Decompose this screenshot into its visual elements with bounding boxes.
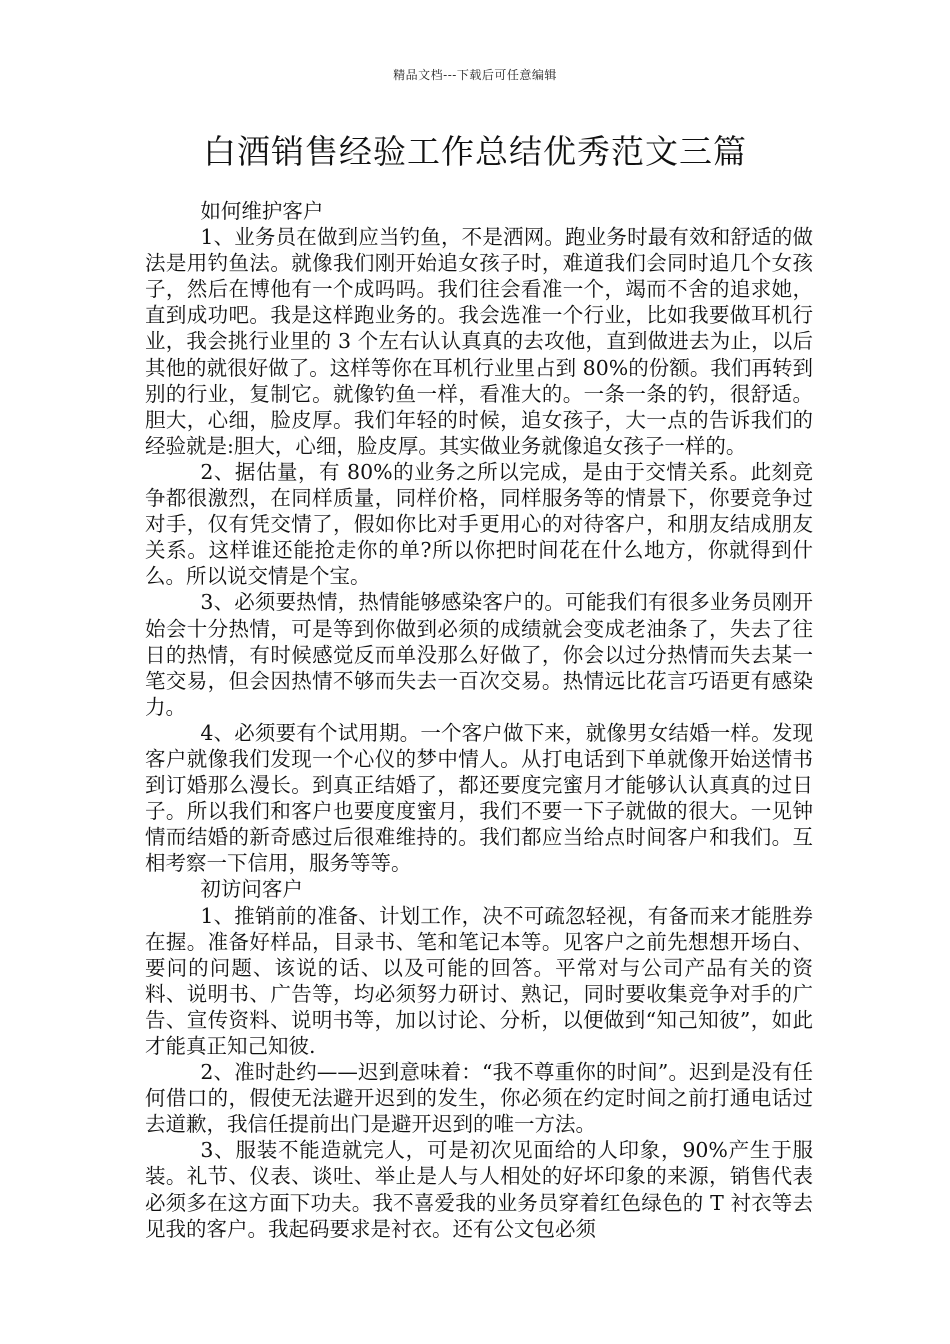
paragraph: 2、准时赴约——迟到意味着：“我不尊重你的时间”。迟到是没有任何借口的，假使无法避开迟到的发生，你必须在约定时间之前打通电话过去道歉，我信任提前出门是避开迟到的唯一方法。 [145,1060,813,1137]
paragraph: 2、据估量，有 80%的业务之所以完成，是由于交情关系。此刻竞争都很激烈，在同样质量，同样价格，同样服务等的情景下，你要竞争过对手，仅有凭交情了，假如你比对手更用心的对待客户，和朋友结成朋友关系。这样谁还能抢走你的单?所以你把时间花在什么地方，你就得到什么。所以说交情是个宝。 [145,459,813,589]
document-body [145,198,813,1242]
paragraph: 1、业务员在做到应当钓鱼，不是洒网。跑业务时最有效和舒适的做法是用钓鱼法。就像我们刚开始追女孩子时，难道我们会同时追几个女孩子，然后在博他有一个成吗吗。我们往会看准一个，竭而不舍的追求她，直到成功吧。我是这样跑业务的。我会选准一个行业，比如我要做耳机行业，我会挑行业里的 3 个左右认认真真的去攻他，直到做进去为止，以后其他的就很好做了。这样等你在耳机行业里占到 80%的份额。我们再转到别的行业，复制它。就像钓鱼一样，看准大的。一条一条的钓，很舒适。胆大，心细，脸皮厚。我们年轻的时候，追女孩子，大一点的告诉我们的经验就是:胆大，心细，脸皮厚。其实做业务就像追女孩子一样的。 [145,225,813,458]
header-note: 精品文档---下载后可任意编辑 [393,68,557,82]
paragraph: 3、服装不能造就完人，可是初次见面给的人印象，90%产生于服装。礼节、仪表、谈吐、举止是人与人相处的好坏印象的来源，销售代表必须多在这方面下功夫。我不喜爱我的业务员穿着红色绿色的 T 衬衣等去见我的客户。我起码要求是衬衣。还有公文包必须 [145,1138,813,1241]
paragraph: 1、推销前的准备、计划工作，决不可疏忽轻视，有备而来才能胜券在握。准备好样品，目录书、笔和笔记本等。见客户之前先想想开场白、要问的问题、该说的话、以及可能的回答。平常对与公司产品有关的资料、说明书、广告等，均必须努力研讨、熟记，同时要收集竞争对手的广告、宣传资料、说明书等，加以讨论、分析，以便做到“知己知彼”，如此才能真正知己知彼. [145,903,813,1058]
paragraph: 3、必须要热情，热情能够感染客户的。可能我们有很多业务员刚开始会十分热情，可是等到你做到必须的成绩就会变成老油条了，失去了往日的热情，有时候感觉反而单没那么好做了，你会以过分热情而失去某一笔交易，但会因热情不够而失去一百次交易。热情远比花言巧语更有感染力。 [145,590,813,719]
section-heading: 如何维护客户 [200,199,324,223]
section-heading: 初访问客户 [200,877,303,902]
document-title: 白酒销售经验工作总结优秀范文三篇 [203,132,747,171]
paragraph: 4、必须要有个试用期。一个客户做下来，就像男女结婚一样。发现客户就像我们发现一个心仪的梦中情人。从打电话到下单就像开始送情书到订婚那么漫长。到真正结婚了，都还要度完蜜月才能够认认真真的过日子。所以我们和客户也要度度蜜月，我们不要一下子就做的很大。一见钟情而结婚的新奇感过后很难维持的。我们都应当给点时间客户和我们。互相考察一下信用，服务等等。 [145,720,813,876]
